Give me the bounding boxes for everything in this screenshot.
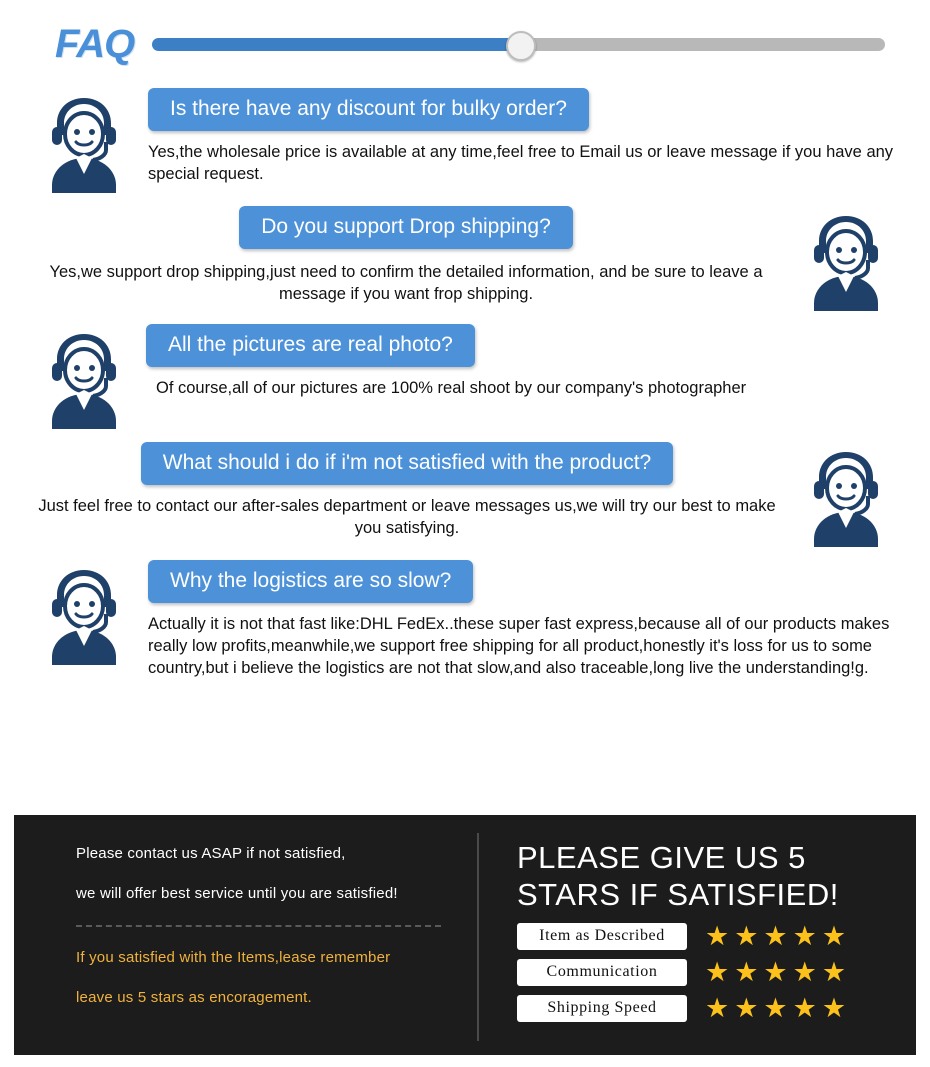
rating-row	[517, 923, 906, 950]
support-agent-icon	[792, 442, 900, 554]
rating-row	[517, 959, 906, 986]
faq-answer: Just feel free to contact our after-sales department or leave messages us,we will try our best to make you satisfying.	[38, 497, 776, 537]
rating-label-item-as-described: Item as Described	[517, 923, 687, 950]
feedback-panel	[14, 815, 916, 1055]
faq-question[interactable]: Is there have any discount for bulky order?	[148, 88, 589, 131]
faq-question[interactable]: Do you support Drop shipping?	[239, 206, 573, 249]
faq-item	[30, 206, 900, 318]
rating-request-block	[479, 833, 906, 1041]
feedback-line-2: we will offer best service until you are satisfied!	[76, 885, 398, 902]
star-rating-icon[interactable]: ★★★★★	[705, 993, 852, 1024]
faq-answer: Yes,the wholesale price is available at any time,feel free to Email us or leave message if you have any special request.	[148, 143, 894, 183]
faq-item	[30, 560, 900, 680]
page-title: FAQ	[55, 21, 135, 66]
faq-answer: Actually it is not that fast like:DHL FedEx..these super fast express,because all of our products makes really low profits,meanwhile,we support free shipping for all product,honestly it's loss for us to some country,but i believe the logistics are not that slow,and also traceable,long live the understanding!g.	[148, 615, 890, 677]
rating-headline-line-2: STARS IF SATISFIED!	[517, 877, 839, 913]
rating-label-communication: Communication	[517, 959, 687, 986]
faq-header	[0, 0, 930, 88]
support-agent-icon	[30, 560, 138, 672]
slider-handle[interactable]	[506, 31, 536, 61]
support-agent-icon	[30, 324, 138, 436]
rating-headline	[517, 839, 906, 913]
feedback-line-3: If you satisfied with the Items,lease remember	[76, 949, 391, 966]
progress-slider[interactable]	[152, 38, 885, 51]
faq-question[interactable]: All the pictures are real photo?	[146, 324, 475, 367]
feedback-line-1: Please contact us ASAP if not satisfied,	[76, 845, 346, 862]
faq-item	[30, 324, 900, 436]
rating-label-shipping-speed: Shipping Speed	[517, 995, 687, 1022]
support-agent-icon	[792, 206, 900, 318]
support-agent-icon	[30, 88, 138, 200]
feedback-line-4: leave us 5 stars as encoragement.	[76, 989, 312, 1006]
divider	[76, 925, 441, 927]
faq-answer: Of course,all of our pictures are 100% real shoot by our company's photographer	[156, 379, 747, 397]
faq-list	[0, 88, 930, 680]
star-rating-icon[interactable]: ★★★★★	[705, 957, 852, 988]
faq-question[interactable]: Why the logistics are so slow?	[148, 560, 473, 603]
faq-question[interactable]: What should i do if i'm not satisfied with the product?	[141, 442, 673, 485]
faq-item	[30, 442, 900, 554]
rating-row	[517, 995, 906, 1022]
star-rating-icon[interactable]: ★★★★★	[705, 921, 852, 952]
feedback-message-block	[24, 833, 479, 1041]
faq-item	[30, 88, 900, 200]
rating-headline-line-1: PLEASE GIVE US 5	[517, 840, 806, 875]
faq-answer: Yes,we support drop shipping,just need to confirm the detailed information, and be sure to leave a message if you want frop shipping.	[49, 263, 763, 303]
